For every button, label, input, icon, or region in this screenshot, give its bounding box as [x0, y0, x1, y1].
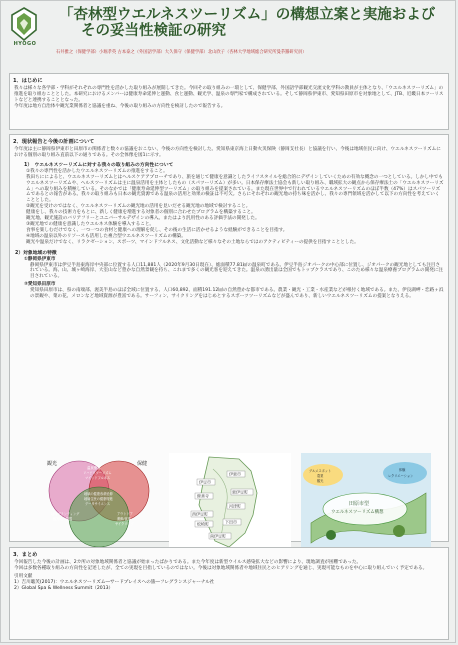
label-tour: 観光: [317, 479, 324, 483]
area-descriptions: [10, 257, 448, 300]
label-recreation: レクリエーション: [388, 474, 414, 478]
place-izu: 伊豆市: [199, 479, 211, 485]
section-heading: 1．はじめに: [13, 78, 43, 84]
subsection-heading: 1） ウエルネスツーリズムに対する我々の取り組みの方向性について: [24, 162, 174, 168]
area-text: 愛知県田原市は、県の南端部、渥美半島のほぼ全域に位置する、人口60,892、面積191.12㎢の自然豊かな都市である。農業・観光・工業・水産業などが根付く地域である。また、伊良湖岬・恋路ヶ浜の景観や、菜の花、メロンなど地域資源が豊富である。サーフィン、サイクリングをはじめとするスポーツツーリズムなどが盛んであり、新しいウエルネスツーリズムの提案となりえる。: [30, 288, 444, 300]
area-title: ①静岡県伊東市: [24, 256, 56, 262]
logo-text: HYOGO: [13, 41, 37, 47]
section-introduction: [9, 73, 449, 130]
label-health: 地域の健康寿命延伸: [84, 492, 113, 496]
figure-3-concept-map: [301, 453, 431, 551]
reference-item: 2）Global Spa & Wellness Summit（2013）: [14, 585, 114, 591]
section-heading: 3．まとめ: [13, 552, 38, 558]
authors: 石井雅之（保健学部）小堀孝英 古本泰之（外国語学部）大久保守（保健学部）北山欣子（杏林大学地域総合研究所曼荼羅研究員）: [56, 50, 307, 55]
place-higashiizu: 東伊豆町: [232, 489, 248, 495]
references-heading: 引用文献: [14, 573, 33, 579]
place-nishiizu: 西伊豆町: [192, 511, 208, 517]
label-data: データサイエンス: [85, 502, 111, 506]
area-title: ②愛知県田原市: [24, 282, 56, 288]
header: [1, 1, 457, 65]
label-tahara-1: 田原市型: [349, 501, 370, 507]
poster-title: [59, 7, 454, 39]
place-kawazu: 河津町: [229, 503, 241, 509]
place-shimoda: 下田市: [225, 519, 237, 525]
title-line-2: その妥当性検証の研究: [81, 23, 226, 39]
list-item: ②観光を受けのではなく、ウエルネスツーリズムの観光地の活用を見いだせる観光地の地域で検討すること。: [26, 204, 251, 210]
label-outdoor: アウトドア: [117, 512, 133, 516]
figures: [9, 411, 434, 561]
paragraph: 今年度は主に静岡県伊東市と田原市の関係者と数々の協議をおこない、今後の方向性を検討した。愛知県東京海上日動火災保険（静岡支社長）と協議を行い、今後は地域住民に向け、ウエルネスツーリズムにおける個別の取り組み直前以下の通りである。その全体像を図1に示す。: [14, 147, 441, 158]
label-exercise: 運動/食事: [117, 517, 131, 521]
label-brand: 地域ブランディング: [51, 512, 80, 516]
label-citizen: 地域住民の健康増進: [84, 497, 113, 501]
place-shuzenji: 修善寺: [197, 493, 209, 499]
label-cycle: サイクリング: [115, 522, 134, 526]
list-item: 観光地、観光施設のバリアフリーとユニバーサルデザインの導入。またはより汎用性のある評価手法の開発した。: [26, 216, 260, 222]
label-discover: 観光地の発掘: [53, 517, 73, 521]
figure-2-map: [169, 453, 291, 551]
paragraph: 今回報告した今後の計画は、2カ所の対象地域関係者と協議が始まったばかりである。また今年度は新型ウイルス感染拡大などの影響により、現地調査が困難であった。: [14, 560, 362, 565]
area-text: 静岡県伊東市は伊豆半島東海岸中央部に位置する人口11,881人（2020年9月30日現在）、総面積77.81㎢の温泉町である。伊豆半島ジオパークの中心部に位置し、ジオパークの観光地としても注目されている。海、山、城ヶ崎海岸、大室山など豊かな自然景観を持ち、これまで多くの観光客を迎えてきた。温泉の湧出量は全国でもトップクラスであり、このため様々な温泉療養プログラムの開発に注目されている。: [30, 262, 443, 280]
paragraph: 今年度は地方自治体や観光業関係者と協議を重ね、今後の取り組みの方向性を検討したので報告する。: [14, 103, 226, 109]
place-matsuzaki: 松崎町: [197, 521, 209, 527]
reference-item: 1）吉川聡芙(2017)：ウエルネスツーリズム―サードプレイスへの旅―フレグランスジャーナル社: [14, 579, 215, 585]
figure-1-venn-diagram: [29, 455, 169, 547]
label-gourmet: グルメスポット: [309, 469, 332, 473]
list-item: 観光や温泉だけでなく、リラクゼーション、スポーツ、マインドフルネス、文化活動など様々なその土地ならではのアクティビティーの提供を目指すこととした。: [26, 239, 359, 245]
label-hoken: 保健: [137, 461, 148, 467]
paragraph: 今回は多数各種取り組みの方向性を記述したが、全ての実現を目指しているのではない。今後は対象地域関係者や地域住民とのヒアリングを通じ、実現可能なものを中心に取り組んでいく予定である。: [14, 565, 428, 571]
direction-list: [10, 169, 448, 246]
label-onsen: 温泉療養: [87, 466, 101, 470]
place-minamiizu: 南伊豆町: [210, 533, 226, 539]
title-line-1: 「杏林型ウエルネスツーリズム」の構想立案と実施および: [59, 7, 436, 23]
label-agri: 農業: [317, 474, 324, 478]
label-tahara-2: ウエルネスツーリズム構想: [331, 510, 384, 515]
list-item: ③観光地での健康を意識したウエルネス体験を導入すること。: [26, 221, 155, 227]
paragraph: 我々は様々な各学部・学科がそれぞれの専門性を活かした取り組みが展開してきた。今回その取り組みの一環として、保健学部、外国語学部観光交流文化学科の教員が主体となり、「ウエルネスツーリズム」の推進を取り組むこととした。本研究におけるメンバーは健康寿命延伸と運動、食と運動、観光学、温泉の専門家で構成されている。そして静岡県伊東市、愛知県田原市を対象地として、JTB、近畿日本ツーリストなどと連携することとなった。: [14, 86, 444, 103]
label-experience: 体験: [399, 468, 406, 472]
university-logo-icon: [9, 6, 39, 42]
section-heading: 2．現状報告と今後の計画について: [13, 139, 95, 145]
section-summary: [9, 547, 449, 640]
subsection-heading: 2）対象地域の特徴: [15, 250, 57, 256]
place-ito: 伊東市: [229, 471, 241, 477]
label-rehab: リハビリツーリズム: [83, 471, 112, 475]
list-item: 我田ちにによると、ウエルネスツーリズムとはヘルスケアアプローチであり、旅を通じて健康を意識としたライフスタイルを総合的にデザインしていくための有効な概念の一つとしている。しかし中でもウエルネスツーリズムや、ヘルスツーリズムは主に温泉活用を主体としたもの（スパツーリズム）が多い。日本保存療法士協会も新しい取り組み、職域拡大の観点から保存療法士の「ウエルネスツーリズム」への取り組みを積極している。そのなかでは「健康寿命延伸型ツーリズム」の取り組みを提案されている。また現在世界中で行われているウエルネスツーリズムのほぼ半数（47%）はスパツーリズムであるとの報告がある。我々の取り組みも日本の観光資源である温泉の活用と効果の検証は不可欠。さらにそれぞれの観光地の持ち味を活かし、我々の専門領域を活かして以下の方向性を考えていくこととした。: [26, 174, 444, 204]
label-kanko: 観光: [47, 461, 58, 467]
list-item: 健康をし、我々の技術力をもとに、新しく健康を増進する対象者の個別に合わせたプログラムを構築すること。: [26, 210, 256, 216]
list-item: 食事を楽しむだけでなく、一つ一つの食材と健康への理解を促し、その後の生活に活かせるような経験ができることを目指す。: [26, 227, 288, 233]
list-item: ④地域の温泉以外のリソースも活用した複合型ウエルネスツーリズムの構築。: [26, 233, 186, 239]
references: [14, 574, 444, 592]
label-mind: マインドフルネス: [85, 476, 111, 480]
list-item: ①我々の専門性を活かしたウエルネスツーリズムの推進をすること。: [26, 168, 168, 174]
